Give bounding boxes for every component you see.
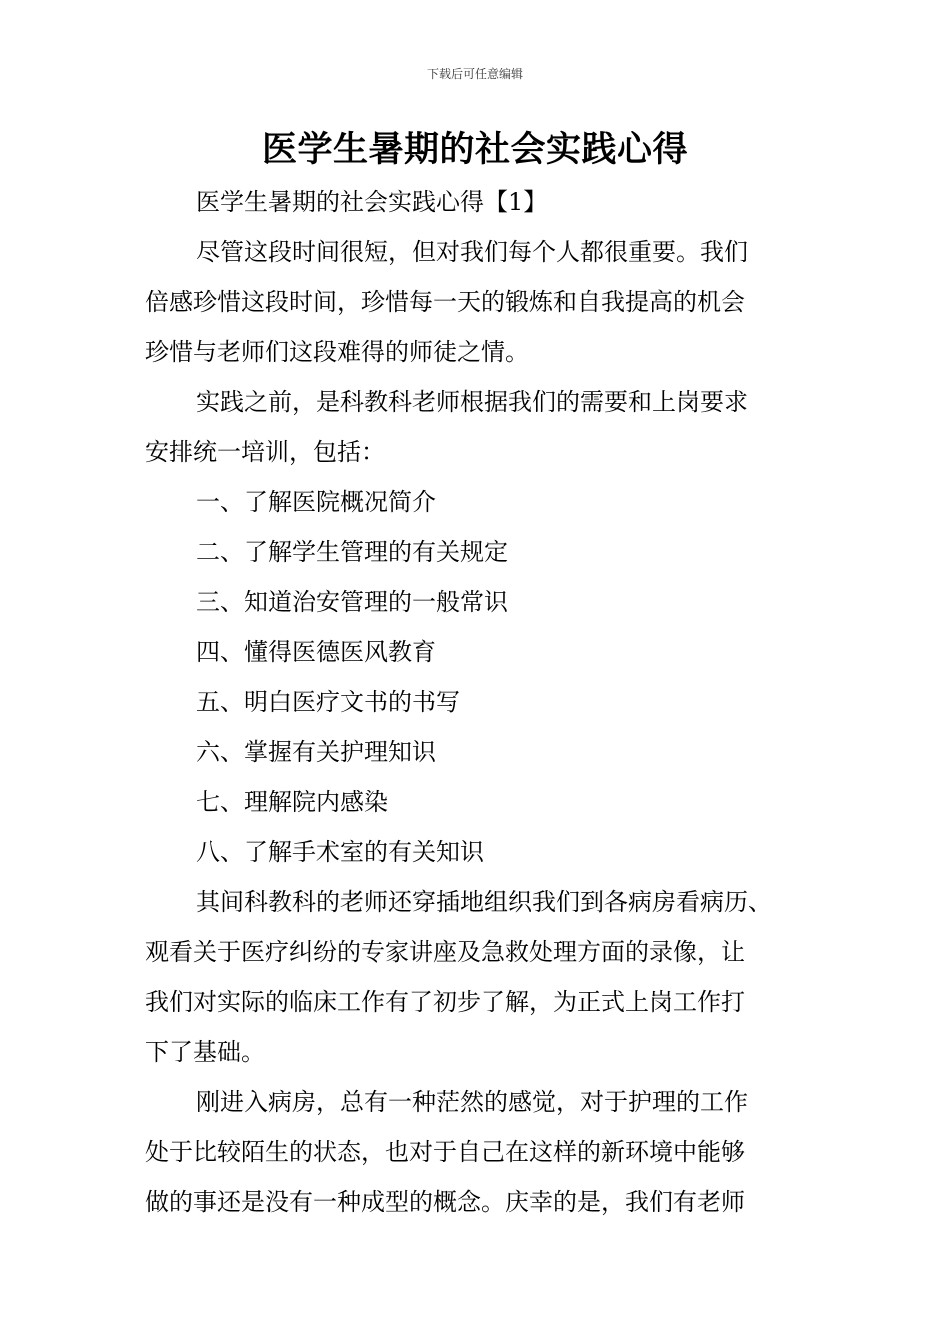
document-body bbox=[145, 177, 815, 1227]
text-line: 四、懂得医德医风教育 bbox=[196, 638, 436, 666]
text-line: 三、知道治安管理的一般常识 bbox=[196, 588, 508, 616]
text-line: 八、了解手术室的有关知识 bbox=[196, 838, 484, 866]
text-line: 倍感珍惜这段时间，珍惜每一天的锻炼和自我提高的机会 bbox=[145, 288, 745, 316]
text-line: 刚进入病房，总有一种茫然的感觉，对于护理的工作 bbox=[196, 1088, 748, 1116]
text-line: 五、明白医疗文书的书写 bbox=[196, 688, 460, 716]
text-line: 尽管这段时间很短，但对我们每个人都很重要。我们 bbox=[196, 238, 748, 266]
text-line: 六、掌握有关护理知识 bbox=[196, 738, 436, 766]
text-line: 医学生暑期的社会实践心得【1】 bbox=[196, 188, 548, 216]
text-line: 七、理解院内感染 bbox=[196, 788, 388, 816]
text-line: 珍惜与老师们这段难得的师徒之情。 bbox=[145, 338, 529, 366]
text-line: 其间科教科的老师还穿插地组织我们到各病房看病历、 bbox=[196, 888, 772, 916]
text-line: 安排统一培训，包括： bbox=[145, 438, 385, 466]
document-title: 医学生暑期的社会实践心得 bbox=[261, 130, 688, 170]
text-line: 观看关于医疗纠纷的专家讲座及急救处理方面的录像，让 bbox=[145, 938, 745, 966]
text-line: 我们对实际的临床工作有了初步了解，为正式上岗工作打 bbox=[145, 988, 745, 1016]
header-note: 下载后可任意编辑 bbox=[426, 67, 523, 81]
text-line: 做的事还是没有一种成型的概念。庆幸的是，我们有老师 bbox=[145, 1188, 745, 1216]
text-line: 处于比较陌生的状态，也对于自己在这样的新环境中能够 bbox=[145, 1138, 745, 1166]
text-line: 一、了解医院概况简介 bbox=[196, 488, 436, 516]
text-line: 二、了解学生管理的有关规定 bbox=[196, 538, 508, 566]
text-line: 下了基础。 bbox=[145, 1038, 265, 1066]
text-line: 实践之前，是科教科老师根据我们的需要和上岗要求 bbox=[196, 388, 748, 416]
